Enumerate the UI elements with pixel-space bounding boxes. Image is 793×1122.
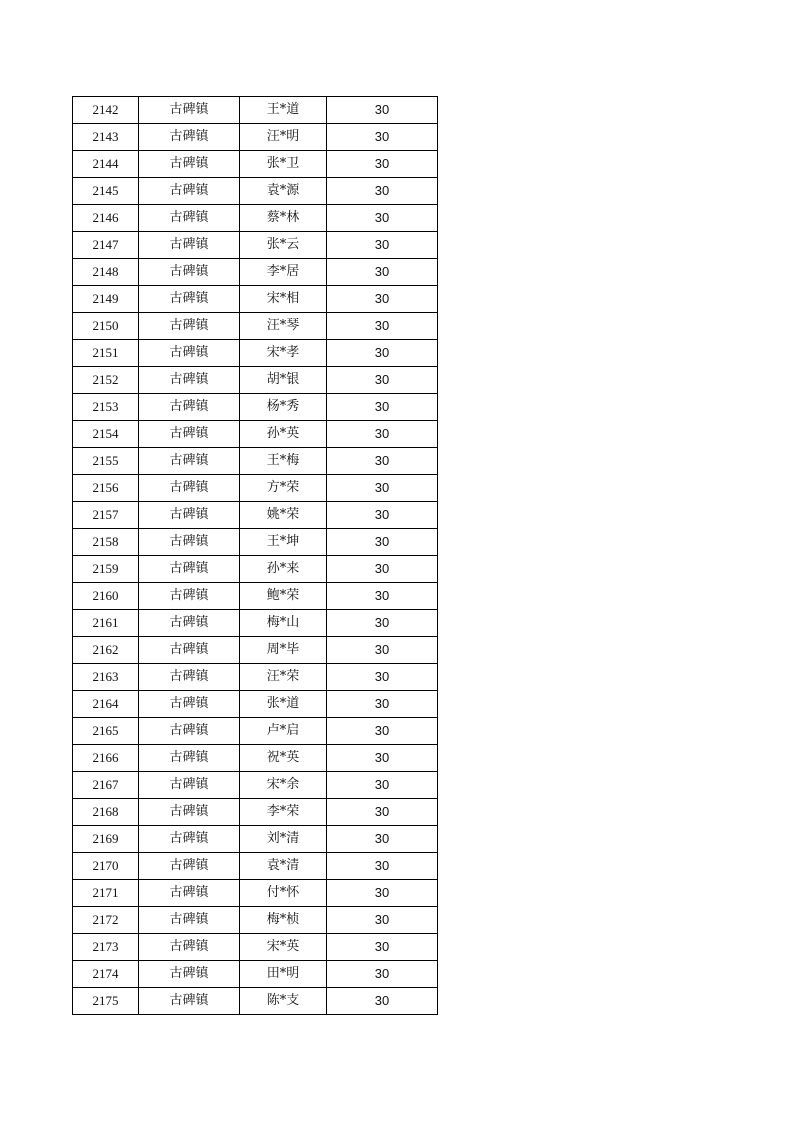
town-cell: 古碑镇 bbox=[139, 421, 240, 448]
amount-cell: 30 bbox=[327, 772, 438, 799]
person-name-cell: 汪*琴 bbox=[240, 313, 327, 340]
amount-cell: 30 bbox=[327, 745, 438, 772]
serial-number-cell: 2162 bbox=[73, 637, 139, 664]
town-cell: 古碑镇 bbox=[139, 151, 240, 178]
serial-number-cell: 2167 bbox=[73, 772, 139, 799]
person-name-cell: 付*怀 bbox=[240, 880, 327, 907]
town-cell: 古碑镇 bbox=[139, 637, 240, 664]
amount-cell: 30 bbox=[327, 340, 438, 367]
amount-cell: 30 bbox=[327, 313, 438, 340]
person-name-cell: 姚*荣 bbox=[240, 502, 327, 529]
person-name-cell: 宋*孝 bbox=[240, 340, 327, 367]
serial-number-cell: 2173 bbox=[73, 934, 139, 961]
table-row bbox=[73, 502, 438, 529]
person-name-cell: 蔡*林 bbox=[240, 205, 327, 232]
person-name-cell: 宋*相 bbox=[240, 286, 327, 313]
table-row bbox=[73, 124, 438, 151]
town-cell: 古碑镇 bbox=[139, 340, 240, 367]
town-cell: 古碑镇 bbox=[139, 475, 240, 502]
person-name-cell: 张*云 bbox=[240, 232, 327, 259]
table-row bbox=[73, 988, 438, 1015]
town-cell: 古碑镇 bbox=[139, 961, 240, 988]
town-cell: 古碑镇 bbox=[139, 853, 240, 880]
table-row bbox=[73, 556, 438, 583]
serial-number-cell: 2157 bbox=[73, 502, 139, 529]
serial-number-cell: 2158 bbox=[73, 529, 139, 556]
table-row bbox=[73, 178, 438, 205]
amount-cell: 30 bbox=[327, 421, 438, 448]
amount-cell: 30 bbox=[327, 691, 438, 718]
person-name-cell: 宋*英 bbox=[240, 934, 327, 961]
serial-number-cell: 2153 bbox=[73, 394, 139, 421]
person-name-cell: 汪*荣 bbox=[240, 664, 327, 691]
table-row bbox=[73, 313, 438, 340]
serial-number-cell: 2168 bbox=[73, 799, 139, 826]
serial-number-cell: 2149 bbox=[73, 286, 139, 313]
serial-number-cell: 2169 bbox=[73, 826, 139, 853]
town-cell: 古碑镇 bbox=[139, 610, 240, 637]
serial-number-cell: 2144 bbox=[73, 151, 139, 178]
serial-number-cell: 2154 bbox=[73, 421, 139, 448]
town-cell: 古碑镇 bbox=[139, 583, 240, 610]
person-name-cell: 鲍*荣 bbox=[240, 583, 327, 610]
table-row bbox=[73, 205, 438, 232]
table-row bbox=[73, 880, 438, 907]
serial-number-cell: 2143 bbox=[73, 124, 139, 151]
amount-cell: 30 bbox=[327, 448, 438, 475]
person-name-cell: 李*居 bbox=[240, 259, 327, 286]
serial-number-cell: 2159 bbox=[73, 556, 139, 583]
person-name-cell: 王*坤 bbox=[240, 529, 327, 556]
amount-cell: 30 bbox=[327, 799, 438, 826]
table-row bbox=[73, 610, 438, 637]
town-cell: 古碑镇 bbox=[139, 313, 240, 340]
serial-number-cell: 2146 bbox=[73, 205, 139, 232]
person-name-cell: 孙*来 bbox=[240, 556, 327, 583]
amount-cell: 30 bbox=[327, 124, 438, 151]
town-cell: 古碑镇 bbox=[139, 259, 240, 286]
serial-number-cell: 2161 bbox=[73, 610, 139, 637]
amount-cell: 30 bbox=[327, 718, 438, 745]
table-row bbox=[73, 853, 438, 880]
town-cell: 古碑镇 bbox=[139, 799, 240, 826]
amount-cell: 30 bbox=[327, 853, 438, 880]
amount-cell: 30 bbox=[327, 826, 438, 853]
table-row bbox=[73, 907, 438, 934]
town-cell: 古碑镇 bbox=[139, 934, 240, 961]
serial-number-cell: 2165 bbox=[73, 718, 139, 745]
table-row bbox=[73, 664, 438, 691]
amount-cell: 30 bbox=[327, 610, 438, 637]
town-cell: 古碑镇 bbox=[139, 691, 240, 718]
amount-cell: 30 bbox=[327, 934, 438, 961]
amount-cell: 30 bbox=[327, 529, 438, 556]
serial-number-cell: 2148 bbox=[73, 259, 139, 286]
town-cell: 古碑镇 bbox=[139, 772, 240, 799]
person-name-cell: 汪*明 bbox=[240, 124, 327, 151]
table-row bbox=[73, 367, 438, 394]
serial-number-cell: 2151 bbox=[73, 340, 139, 367]
amount-cell: 30 bbox=[327, 97, 438, 124]
serial-number-cell: 2150 bbox=[73, 313, 139, 340]
amount-cell: 30 bbox=[327, 151, 438, 178]
person-name-cell: 刘*清 bbox=[240, 826, 327, 853]
serial-number-cell: 2163 bbox=[73, 664, 139, 691]
serial-number-cell: 2171 bbox=[73, 880, 139, 907]
town-cell: 古碑镇 bbox=[139, 448, 240, 475]
amount-cell: 30 bbox=[327, 556, 438, 583]
town-cell: 古碑镇 bbox=[139, 205, 240, 232]
person-name-cell: 袁*源 bbox=[240, 178, 327, 205]
serial-number-cell: 2142 bbox=[73, 97, 139, 124]
serial-number-cell: 2166 bbox=[73, 745, 139, 772]
serial-number-cell: 2174 bbox=[73, 961, 139, 988]
serial-number-cell: 2155 bbox=[73, 448, 139, 475]
table-body bbox=[73, 97, 438, 1015]
table-row bbox=[73, 151, 438, 178]
amount-cell: 30 bbox=[327, 961, 438, 988]
amount-cell: 30 bbox=[327, 988, 438, 1015]
table-row bbox=[73, 961, 438, 988]
town-cell: 古碑镇 bbox=[139, 394, 240, 421]
town-cell: 古碑镇 bbox=[139, 124, 240, 151]
town-cell: 古碑镇 bbox=[139, 988, 240, 1015]
person-name-cell: 梅*桢 bbox=[240, 907, 327, 934]
table-row bbox=[73, 232, 438, 259]
town-cell: 古碑镇 bbox=[139, 880, 240, 907]
person-name-cell: 陈*支 bbox=[240, 988, 327, 1015]
person-name-cell: 袁*清 bbox=[240, 853, 327, 880]
amount-cell: 30 bbox=[327, 259, 438, 286]
amount-cell: 30 bbox=[327, 232, 438, 259]
town-cell: 古碑镇 bbox=[139, 367, 240, 394]
table-row bbox=[73, 799, 438, 826]
person-name-cell: 李*荣 bbox=[240, 799, 327, 826]
serial-number-cell: 2147 bbox=[73, 232, 139, 259]
amount-cell: 30 bbox=[327, 502, 438, 529]
table-row bbox=[73, 421, 438, 448]
table-row bbox=[73, 934, 438, 961]
table-row bbox=[73, 745, 438, 772]
town-cell: 古碑镇 bbox=[139, 286, 240, 313]
person-name-cell: 王*梅 bbox=[240, 448, 327, 475]
table-row bbox=[73, 340, 438, 367]
serial-number-cell: 2160 bbox=[73, 583, 139, 610]
table-row bbox=[73, 394, 438, 421]
town-cell: 古碑镇 bbox=[139, 826, 240, 853]
serial-number-cell: 2156 bbox=[73, 475, 139, 502]
amount-cell: 30 bbox=[327, 475, 438, 502]
serial-number-cell: 2175 bbox=[73, 988, 139, 1015]
town-cell: 古碑镇 bbox=[139, 718, 240, 745]
person-name-cell: 张*卫 bbox=[240, 151, 327, 178]
amount-cell: 30 bbox=[327, 394, 438, 421]
serial-number-cell: 2152 bbox=[73, 367, 139, 394]
serial-number-cell: 2172 bbox=[73, 907, 139, 934]
table-row bbox=[73, 448, 438, 475]
town-cell: 古碑镇 bbox=[139, 664, 240, 691]
amount-cell: 30 bbox=[327, 367, 438, 394]
table-row bbox=[73, 259, 438, 286]
person-name-cell: 祝*英 bbox=[240, 745, 327, 772]
serial-number-cell: 2164 bbox=[73, 691, 139, 718]
person-name-cell: 宋*余 bbox=[240, 772, 327, 799]
table-row bbox=[73, 718, 438, 745]
subsidy-table bbox=[72, 96, 438, 1015]
table-row bbox=[73, 529, 438, 556]
amount-cell: 30 bbox=[327, 664, 438, 691]
serial-number-cell: 2145 bbox=[73, 178, 139, 205]
person-name-cell: 方*荣 bbox=[240, 475, 327, 502]
amount-cell: 30 bbox=[327, 583, 438, 610]
table-row bbox=[73, 286, 438, 313]
table-row bbox=[73, 97, 438, 124]
town-cell: 古碑镇 bbox=[139, 556, 240, 583]
table-row bbox=[73, 475, 438, 502]
amount-cell: 30 bbox=[327, 637, 438, 664]
person-name-cell: 周*毕 bbox=[240, 637, 327, 664]
table-row bbox=[73, 637, 438, 664]
serial-number-cell: 2170 bbox=[73, 853, 139, 880]
town-cell: 古碑镇 bbox=[139, 502, 240, 529]
person-name-cell: 孙*英 bbox=[240, 421, 327, 448]
amount-cell: 30 bbox=[327, 286, 438, 313]
person-name-cell: 梅*山 bbox=[240, 610, 327, 637]
town-cell: 古碑镇 bbox=[139, 97, 240, 124]
table-row bbox=[73, 691, 438, 718]
table-row bbox=[73, 826, 438, 853]
person-name-cell: 王*道 bbox=[240, 97, 327, 124]
town-cell: 古碑镇 bbox=[139, 232, 240, 259]
amount-cell: 30 bbox=[327, 880, 438, 907]
town-cell: 古碑镇 bbox=[139, 178, 240, 205]
town-cell: 古碑镇 bbox=[139, 529, 240, 556]
person-name-cell: 胡*银 bbox=[240, 367, 327, 394]
person-name-cell: 田*明 bbox=[240, 961, 327, 988]
town-cell: 古碑镇 bbox=[139, 907, 240, 934]
table-row bbox=[73, 772, 438, 799]
town-cell: 古碑镇 bbox=[139, 745, 240, 772]
amount-cell: 30 bbox=[327, 178, 438, 205]
person-name-cell: 张*道 bbox=[240, 691, 327, 718]
table-row bbox=[73, 583, 438, 610]
person-name-cell: 卢*启 bbox=[240, 718, 327, 745]
amount-cell: 30 bbox=[327, 205, 438, 232]
amount-cell: 30 bbox=[327, 907, 438, 934]
person-name-cell: 杨*秀 bbox=[240, 394, 327, 421]
